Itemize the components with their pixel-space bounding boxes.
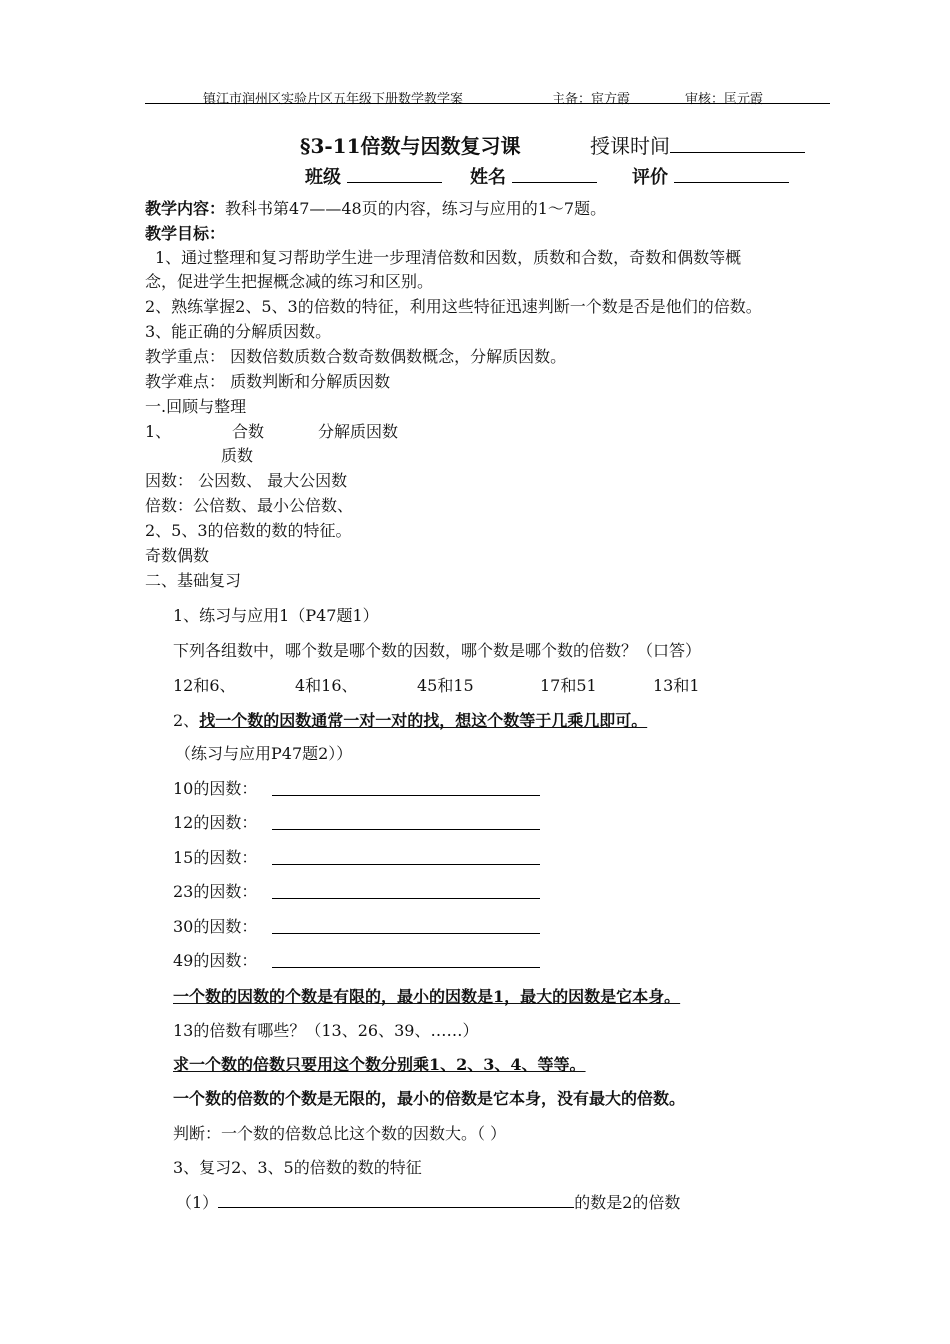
question-1-pair: 17和51 (540, 676, 597, 695)
teaching-content-label: 教学内容： (145, 199, 226, 218)
section-basic-review: 二、基础复习 (145, 571, 242, 590)
factor-row-23: 23的因数： (173, 882, 258, 901)
factor-row-49: 49的因数： (173, 951, 258, 970)
evaluation-label: 评价 (632, 167, 668, 188)
goal-2: 2、熟练掌握2、5、3的倍数的特征，利用这些特征迅速判断一个数是否是他们的倍数。 (145, 297, 762, 316)
teaching-content-text: 教科书第47——48页的内容，练习与应用的1～7题。 (225, 199, 607, 218)
class-blank (347, 181, 442, 183)
goal-3: 3、能正确的分解质因数。 (145, 322, 332, 341)
question-2-title: 找一个数的因数通常一对一对的找，想这个数等于几乘几即可。 (199, 711, 648, 730)
rule-factor-count: 一个数的因数的个数是有限的，最小的因数是1，最大的因数是它本身。 (173, 987, 681, 1006)
question-3-item-1-tail: 的数是2的倍数 (574, 1193, 681, 1212)
answer-blank[interactable] (272, 932, 540, 934)
item-1-composite: 合数 (232, 422, 265, 441)
answer-blank[interactable] (272, 828, 540, 830)
section-review: 一.回顾与整理 (145, 397, 247, 416)
question-2 (173, 708, 647, 731)
factor-row-12: 12的因数： (173, 813, 258, 832)
item-1-number: 1、 (145, 422, 172, 441)
question-1-pair: 4和16、 (295, 676, 358, 695)
rule-find-multiples: 求一个数的倍数只要用这个数分别乘1、2、3、4、等等。 (173, 1055, 586, 1074)
factor-row-15: 15的因数： (173, 848, 258, 867)
multiples-of-13: 13的倍数有哪些？（13、26、39、……） (173, 1021, 479, 1040)
answer-blank[interactable] (218, 1206, 574, 1208)
question-1-pair: 13和1 (653, 676, 700, 695)
question-3-item-1 (176, 1190, 680, 1213)
item-1-prime: 质数 (221, 446, 254, 465)
factor-concepts: 因数： 公因数、 最大公因数 (145, 471, 348, 490)
question-2-number: 2、 (173, 711, 200, 730)
answer-blank[interactable] (272, 794, 540, 796)
class-time-field (590, 130, 805, 159)
answer-blank[interactable] (272, 966, 540, 968)
judgement-question: 判断：一个数的倍数总比这个数的因数大。（ ） (173, 1124, 507, 1143)
header-reviewer: 审核：匡元霞 (685, 92, 764, 107)
odd-even: 奇数偶数 (145, 546, 210, 565)
item-1-factorize: 分解质因数 (318, 422, 399, 441)
question-3-item-1-number: （1） (176, 1193, 219, 1212)
evaluation-blank (674, 181, 789, 183)
difficulty: 教学难点： 质数判断和分解质因数 (145, 372, 391, 391)
name-label: 姓名 (470, 167, 506, 188)
question-1-pair: 12和6、 (173, 676, 236, 695)
factor-row-30: 30的因数： (173, 917, 258, 936)
page-title: §3-11倍数与因数复习课 (300, 134, 521, 158)
header-author: 主备：宦方霞 (552, 92, 631, 107)
teaching-content (145, 196, 606, 219)
class-time-blank (670, 151, 805, 153)
key-point: 教学重点： 因数倍数质数合数奇数偶数概念，分解质因数。 (145, 347, 567, 366)
question-1-title: 1、练习与应用1（P47题1） (173, 606, 379, 625)
name-blank (512, 181, 597, 183)
question-1-pair: 45和15 (417, 676, 474, 695)
goal-1-line-2: 念，促进学生把握概念减的练习和区别。 (145, 272, 434, 291)
evaluation-field (632, 163, 789, 189)
question-3-title: 3、复习2、3、5的倍数的数的特征 (173, 1158, 422, 1177)
class-field (305, 163, 442, 189)
multiple-concepts: 倍数：公倍数、最小公倍数、 (145, 496, 354, 515)
name-field (470, 163, 597, 189)
header-school: 镇江市润州区实验片区五年级下册数学教学案 (203, 92, 464, 107)
question-1-prompt: 下列各组数中，哪个数是哪个数的因数，哪个数是哪个数的倍数？（口答） (173, 641, 702, 660)
answer-blank[interactable] (272, 897, 540, 899)
goal-1-line-1: 1、通过整理和复习帮助学生进一步理清倍数和因数，质数和合数，奇数和偶数等概 (155, 248, 742, 267)
question-2-ref: （练习与应用P47题2）） (175, 744, 353, 763)
class-label: 班级 (305, 167, 341, 188)
goals-label: 教学目标： (145, 224, 226, 243)
class-time-label: 授课时间 (590, 134, 670, 158)
header-rule (145, 103, 830, 104)
answer-blank[interactable] (272, 863, 540, 865)
feature-line: 2、5、3的倍数的数的特征。 (145, 521, 352, 540)
rule-multiple-count: 一个数的倍数的个数是无限的，最小的倍数是它本身，没有最大的倍数。 (173, 1089, 686, 1108)
factor-row-10: 10的因数： (173, 779, 258, 798)
